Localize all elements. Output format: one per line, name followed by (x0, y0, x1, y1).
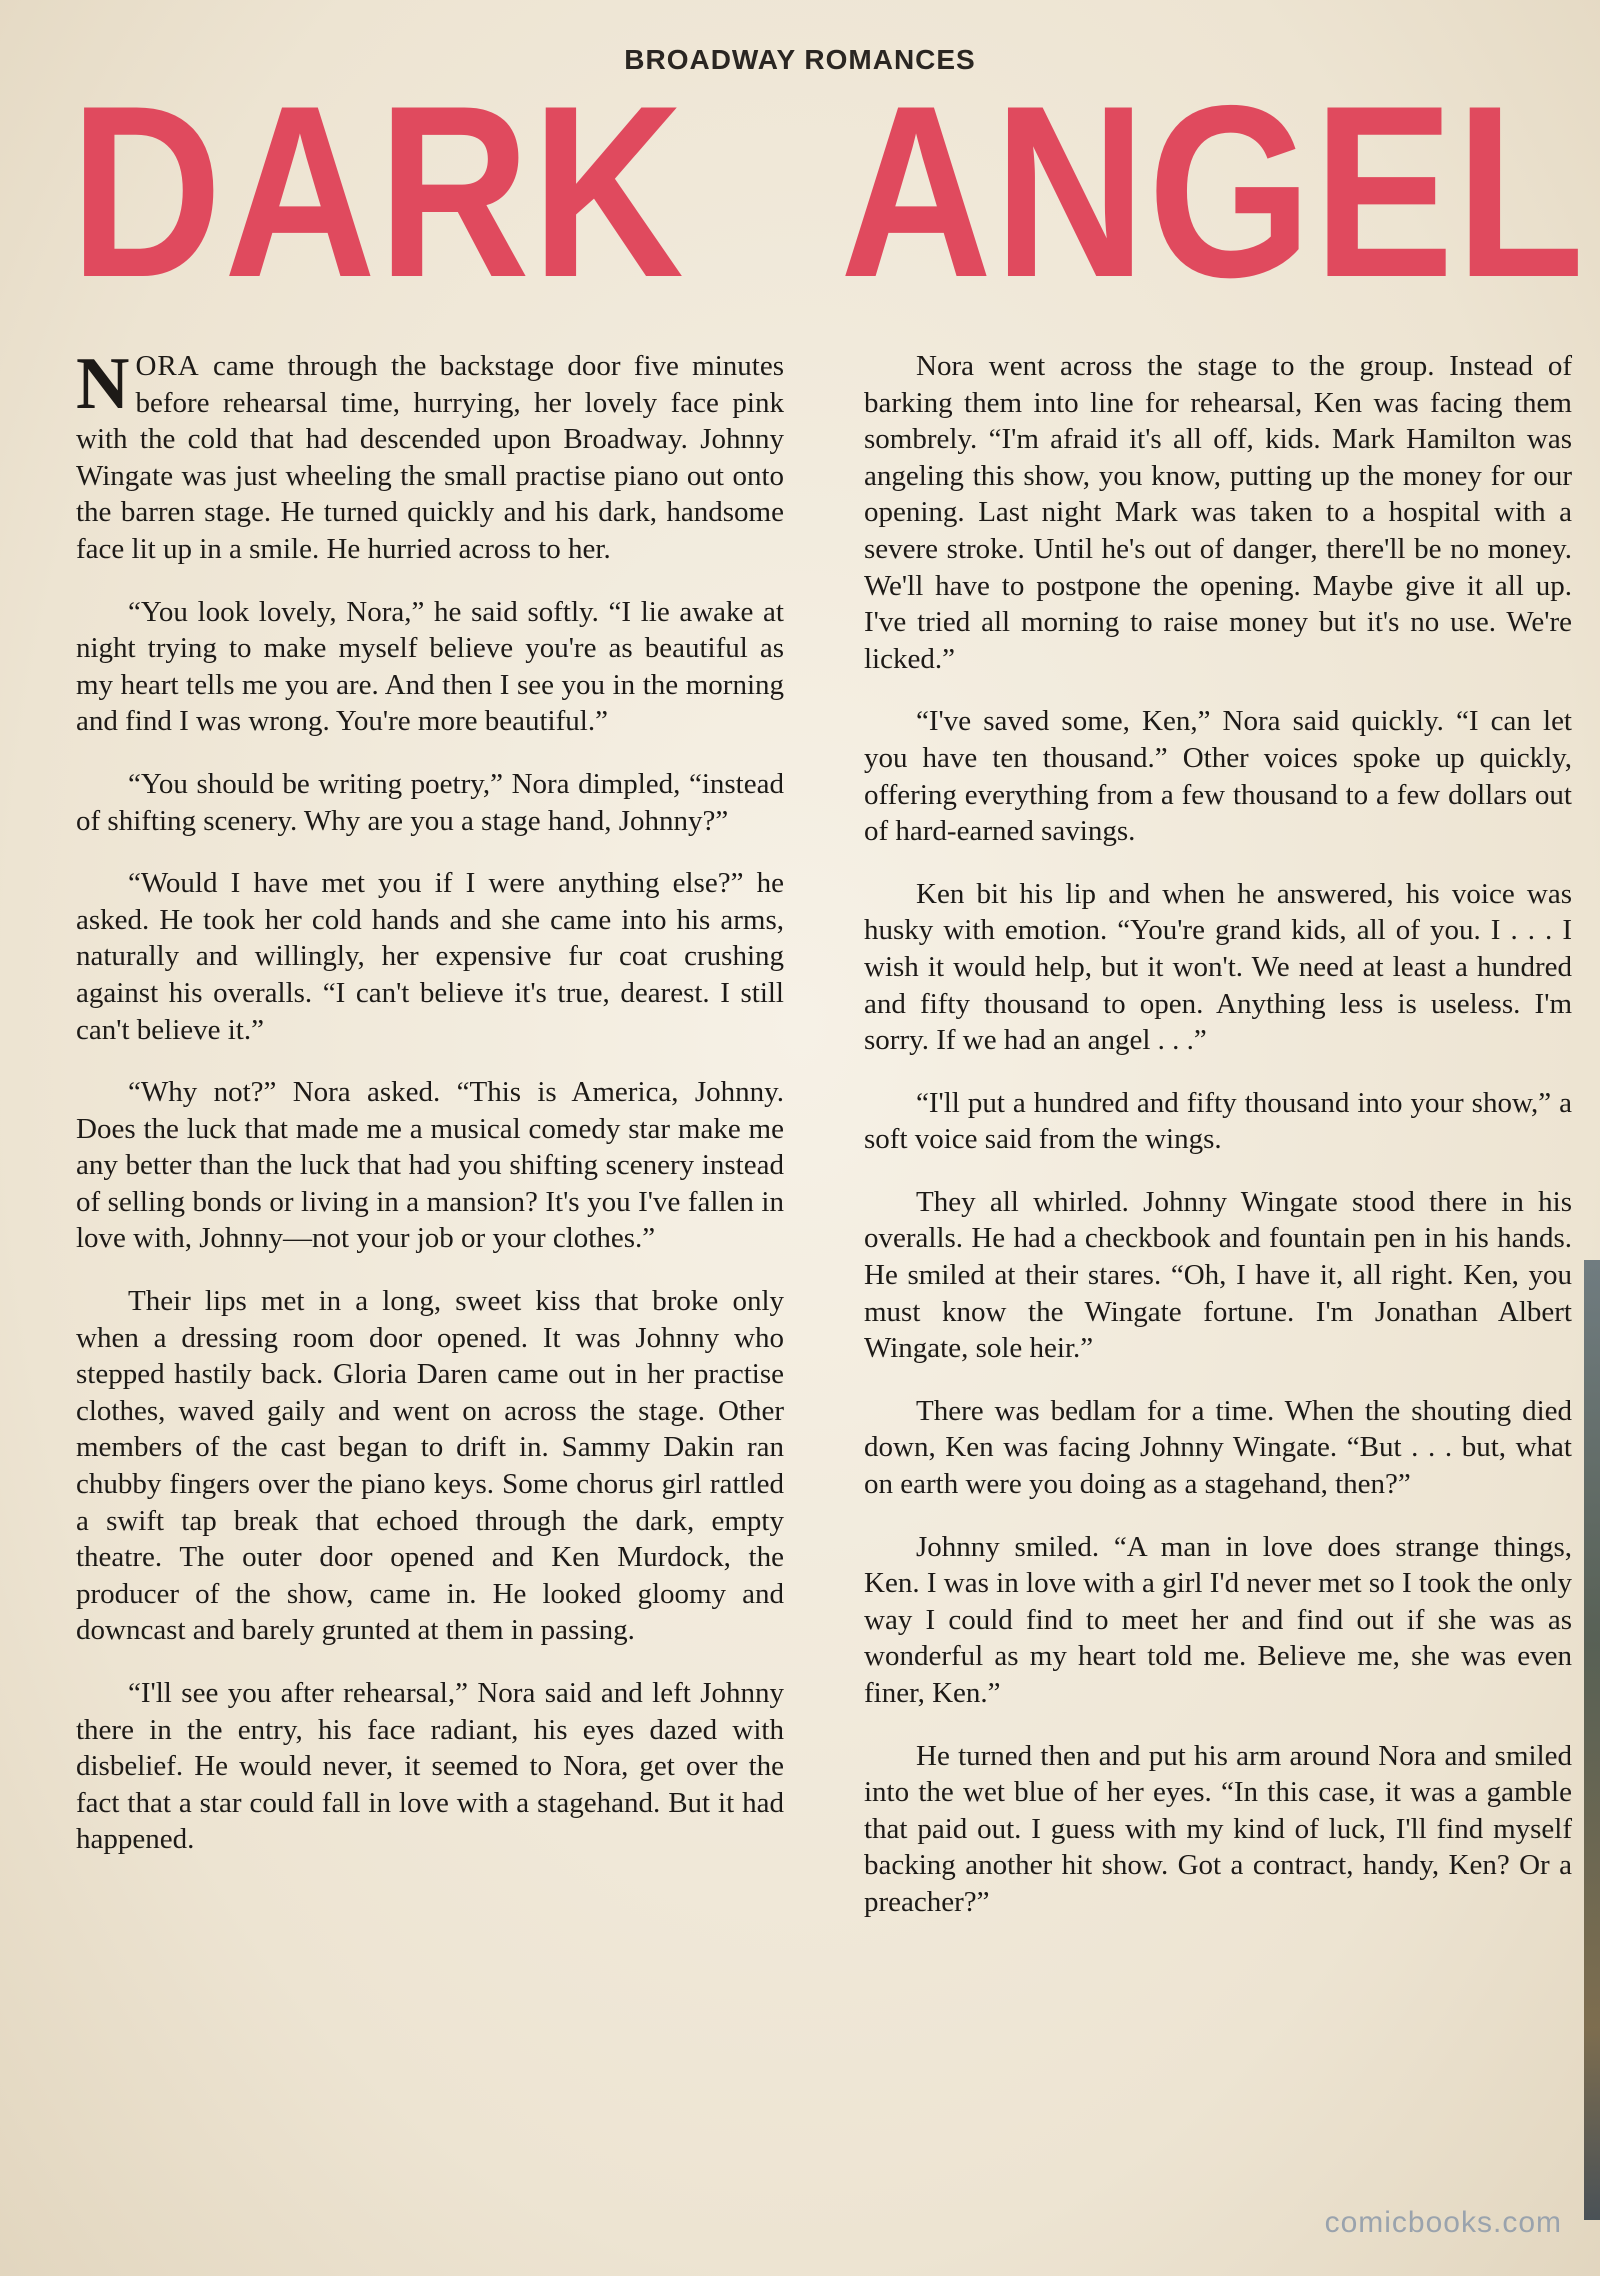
paragraph (76, 343, 784, 568)
series-title: BROADWAY ROMANCES (624, 44, 976, 75)
text-column-left (76, 343, 784, 1884)
paragraph: He turned then and put his arm around Nora and smiled into the wet blue of her eyes. “In this case, it was a gamble that paid out. I guess with my kind of luck, I'll find myself backing another hit show. Got a contract, handy, Ken? Or a preacher?” (864, 1739, 1572, 1918)
paragraph: There was bedlam for a time. When the shouting died down, Ken was facing Johnny Wingate. “But . . . but, what on earth were you doing as a stagehand, then?” (864, 1394, 1572, 1501)
paragraph: “Why not?” Nora asked. “This is America, Johnny. Does the luck that made me a musical comedy star make me any better than the luck that had you shifting scenery instead of selling bonds or living in a mansion? It's you I've fallen in love with, Johnny—not your job or your clothes.” (76, 1076, 784, 1255)
paragraph: “Would I have met you if I were anything else?” he asked. He took her cold hands and she came into his arms, naturally and willingly, her expensive fur coat crushing against his overalls. “I can't believe it's true, dearest. I still can't believe it.” (76, 867, 784, 1046)
paragraph: Ken bit his lip and when he answered, his voice was husky with emotion. “You're grand kids, all of you. I . . . I wish it would help, but it won't. We need at least a hundred and fifty thousand to open. Anything less is useless. I'm sorry. If we had an angel . . .” (864, 877, 1572, 1057)
drop-cap: N (76, 343, 130, 425)
paragraph: “You should be writing poetry,” Nora dimpled, “instead of shifting scenery. Why are you a stage hand, Johnny?” (76, 767, 784, 837)
paragraph: They all whirled. Johnny Wingate stood there in his overalls. He had a checkbook and fountain pen in his hands. He smiled at their stares. “Oh, I have it, all right. Ken, you must know the Wingate fortune. I'm Jonathan Albert Wingate, sole heir.” (864, 1185, 1572, 1365)
lead-in: ORA (135, 350, 200, 382)
paragraph: Their lips met in a long, sweet kiss that broke only when a dressing room door opened. It was Johnny who stepped hastily back. Gloria Daren came out in her practise clothes, waved gaily and went on across the stage. Other members of the cast began to drift in. Sammy Dakin ran chubby fingers over the piano keys. Some chorus girl rattled a swift tap break that echoed through the dark, empty theatre. The outer door opened and Ken Murdock, the producer of the show, came in. He looked gloomy and downcast and barely grunted at them in passing. (76, 1285, 784, 1647)
title-word-angel: ANGEL (840, 54, 1587, 328)
paragraph: Nora went across the stage to the group. Instead of barking them into line for rehearsal, Ken was facing them sombrely. “I'm afraid it's all off, kids. Mark Hamilton was angeling this show, you know, putting up the money for our opening. Last night Mark was taken to a hospital with a severe stroke. Until he's out of danger, there'll be no money. We'll have to postpone the opening. Maybe give it all up. I've tried all morning to raise money but it's no use. We're licked.” (864, 350, 1572, 675)
paragraph: “You look lovely, Nora,” he said softly. “I lie awake at night trying to make myself believe you're as beautiful as my heart tells me you are. And then I see you in the morning and find I was wrong. You're more beautiful.” (76, 595, 784, 738)
watermark: comicbooks.com (1324, 2206, 1562, 2239)
paragraph-text: came through the backstage door five minutes before rehearsal time, hurrying, her lovely face pink with the cold that had descended upon Broadway. Johnny Wingate was just wheeling the small practise piano out onto the barren stage. He turned quickly and his dark, handsome face lit up in a smile. He hurried across to her. (76, 350, 784, 565)
paragraph: “I'll put a hundred and fifty thousand into your show,” a soft voice said from the wings. (864, 1086, 1572, 1156)
paragraph: “I've saved some, Ken,” Nora said quickly. “I can let you have ten thousand.” Other voices spoke up quickly, offering everything from a few thousand to a few dollars out of hard-earned savings. (864, 705, 1572, 848)
adjacent-page-edge (1584, 1260, 1600, 2220)
title-word-dark: DARK (70, 54, 686, 328)
paragraph: “I'll see you after rehearsal,” Nora said and left Johnny there in the entry, his face radiant, his eyes dazed with disbelief. He would never, it seemed to Nora, get over the fact that a star could fall in love with a stagehand. But it had happened. (76, 1677, 784, 1856)
text-column-right (864, 348, 1572, 1947)
paragraph: Johnny smiled. “A man in love does strange things, Ken. I was in love with a girl I'd never met so I took the only way I could find to meet her and find out if she was as wonderful as my heart told me. Believe me, she was even finer, Ken.” (864, 1530, 1572, 1709)
